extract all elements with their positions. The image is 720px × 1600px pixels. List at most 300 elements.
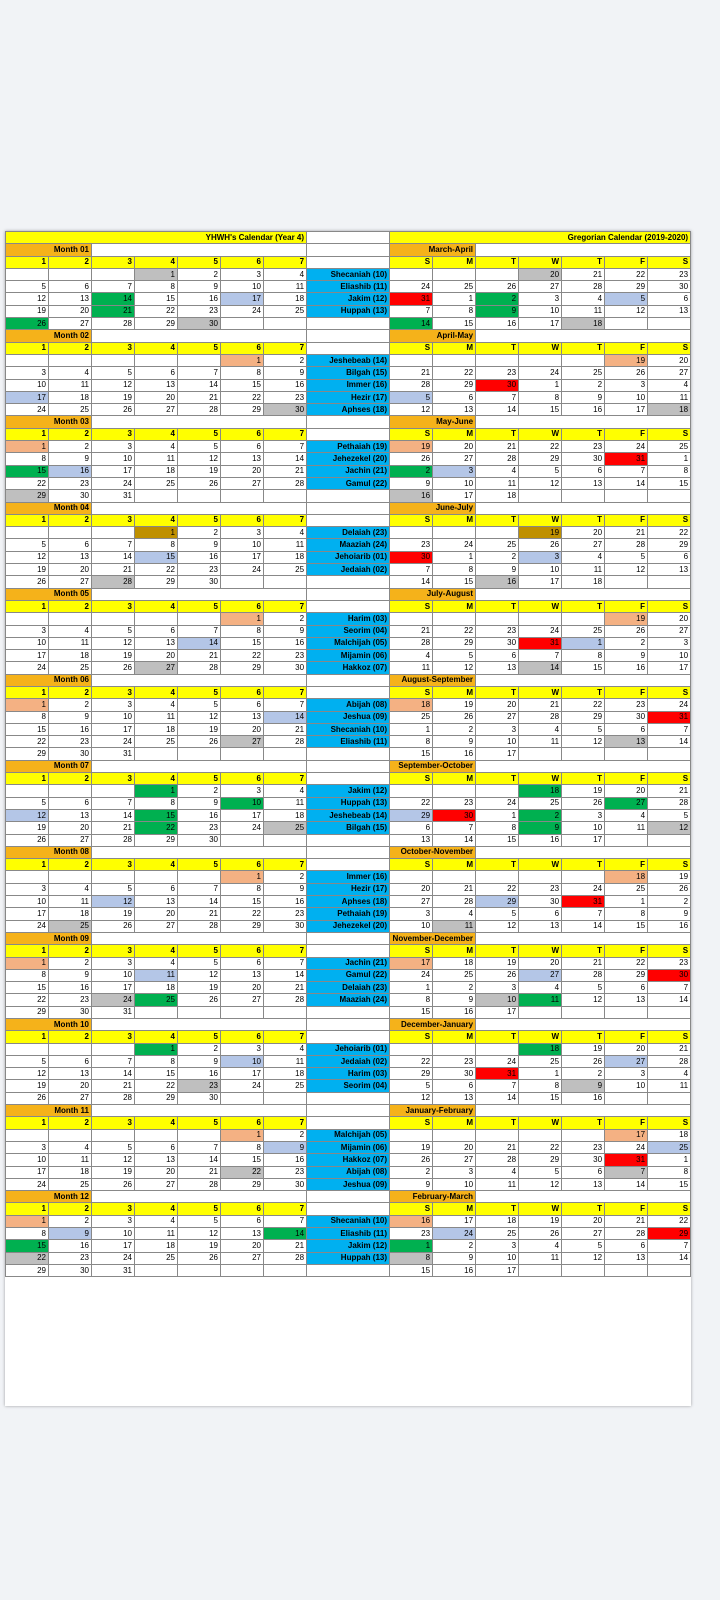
yhwh-day-cell: 13 bbox=[221, 969, 264, 981]
gregorian-day-cell: 14 bbox=[562, 920, 605, 932]
yhwh-day-cell: 14 bbox=[178, 637, 221, 649]
priestly-course-cell: Bilgah (15) bbox=[307, 822, 390, 834]
gregorian-day-cell: 28 bbox=[562, 281, 605, 293]
gregorian-day-cell: 20 bbox=[519, 268, 562, 280]
yhwh-day-cell: 21 bbox=[264, 982, 307, 994]
gregorian-day-header: S bbox=[648, 428, 691, 440]
spacer-cell bbox=[307, 342, 390, 354]
priestly-course-cell: Jedaiah (02) bbox=[307, 1055, 390, 1067]
yhwh-day-cell: 7 bbox=[178, 367, 221, 379]
gregorian-day-cell: 12 bbox=[562, 994, 605, 1006]
yhwh-day-cell: 2 bbox=[178, 527, 221, 539]
gregorian-day-cell: 22 bbox=[605, 268, 648, 280]
yhwh-day-cell: 6 bbox=[49, 539, 92, 551]
gregorian-day-cell: 12 bbox=[605, 564, 648, 576]
gregorian-day-cell bbox=[390, 1043, 433, 1055]
yhwh-day-cell bbox=[178, 613, 221, 625]
gregorian-day-cell bbox=[562, 1006, 605, 1018]
gregorian-day-header: S bbox=[648, 1117, 691, 1129]
gregorian-day-cell: 6 bbox=[562, 465, 605, 477]
yhwh-day-cell: 15 bbox=[221, 1154, 264, 1166]
gregorian-day-cell: 26 bbox=[605, 625, 648, 637]
yhwh-day-cell: 28 bbox=[264, 477, 307, 489]
yhwh-day-cell: 5 bbox=[178, 441, 221, 453]
gregorian-day-cell: 24 bbox=[562, 883, 605, 895]
gregorian-day-cell: 11 bbox=[562, 564, 605, 576]
spacer-cell bbox=[307, 1203, 390, 1215]
yhwh-day-cell: 8 bbox=[6, 969, 49, 981]
yhwh-day-header: 1 bbox=[6, 773, 49, 785]
gregorian-day-cell: 24 bbox=[476, 797, 519, 809]
spacer-cell bbox=[307, 600, 390, 612]
priestly-course-cell: Hakkoz (07) bbox=[307, 1154, 390, 1166]
yhwh-day-header: 2 bbox=[49, 945, 92, 957]
yhwh-day-cell: 1 bbox=[6, 1215, 49, 1227]
gregorian-day-cell: 12 bbox=[519, 1178, 562, 1190]
gregorian-day-cell: 28 bbox=[433, 896, 476, 908]
yhwh-day-cell bbox=[49, 785, 92, 797]
gregorian-day-cell bbox=[519, 613, 562, 625]
gregorian-day-header: F bbox=[605, 686, 648, 698]
gregorian-day-cell: 22 bbox=[605, 957, 648, 969]
gregorian-day-cell: 18 bbox=[648, 404, 691, 416]
gregorian-day-cell: 13 bbox=[605, 1252, 648, 1264]
yhwh-day-cell: 8 bbox=[221, 883, 264, 895]
gregorian-day-cell: 1 bbox=[390, 723, 433, 735]
gregorian-day-cell: 8 bbox=[433, 564, 476, 576]
gregorian-day-cell: 10 bbox=[433, 477, 476, 489]
yhwh-day-cell: 29 bbox=[221, 1178, 264, 1190]
gregorian-day-cell: 8 bbox=[648, 1166, 691, 1178]
gregorian-day-cell: 20 bbox=[562, 527, 605, 539]
priestly-course-cell: Gamul (22) bbox=[307, 969, 390, 981]
yhwh-day-cell: 7 bbox=[92, 797, 135, 809]
yhwh-day-cell: 24 bbox=[6, 920, 49, 932]
gregorian-day-cell: 5 bbox=[648, 809, 691, 821]
gregorian-day-cell: 23 bbox=[433, 797, 476, 809]
gregorian-day-cell: 20 bbox=[433, 1141, 476, 1153]
yhwh-day-header: 2 bbox=[49, 600, 92, 612]
yhwh-day-cell bbox=[135, 748, 178, 760]
week-row bbox=[6, 723, 691, 735]
yhwh-day-cell: 15 bbox=[135, 551, 178, 563]
gregorian-day-cell: 17 bbox=[433, 1215, 476, 1227]
gregorian-day-cell: 2 bbox=[648, 896, 691, 908]
gregorian-day-cell: 1 bbox=[519, 1068, 562, 1080]
yhwh-day-header: 2 bbox=[49, 859, 92, 871]
yhwh-day-cell: 9 bbox=[264, 883, 307, 895]
gregorian-month-label: April-May bbox=[390, 330, 476, 342]
gregorian-day-header: F bbox=[605, 859, 648, 871]
gregorian-day-cell: 11 bbox=[390, 662, 433, 674]
week-row bbox=[6, 1166, 691, 1178]
gregorian-day-cell: 8 bbox=[390, 994, 433, 1006]
gregorian-day-cell: 2 bbox=[390, 465, 433, 477]
yhwh-day-cell bbox=[221, 1006, 264, 1018]
yhwh-day-cell: 22 bbox=[221, 908, 264, 920]
yhwh-day-cell: 19 bbox=[6, 564, 49, 576]
gregorian-day-cell: 23 bbox=[562, 1141, 605, 1153]
priestly-course-cell: Jeshebeab (14) bbox=[307, 809, 390, 821]
empty-cell bbox=[92, 1019, 307, 1031]
priestly-course-cell: Delaiah (23) bbox=[307, 982, 390, 994]
calendar-table bbox=[5, 231, 691, 1277]
yhwh-day-cell: 2 bbox=[49, 957, 92, 969]
gregorian-day-cell: 26 bbox=[519, 1228, 562, 1240]
week-row bbox=[6, 1228, 691, 1240]
gregorian-day-cell: 26 bbox=[433, 711, 476, 723]
gregorian-day-cell bbox=[433, 1043, 476, 1055]
yhwh-day-cell: 8 bbox=[6, 453, 49, 465]
yhwh-day-cell: 11 bbox=[264, 539, 307, 551]
yhwh-day-cell: 14 bbox=[264, 711, 307, 723]
yhwh-day-cell: 11 bbox=[49, 896, 92, 908]
gregorian-day-header: T bbox=[562, 686, 605, 698]
empty-cell bbox=[476, 416, 691, 428]
yhwh-day-cell: 28 bbox=[92, 834, 135, 846]
spacer-cell bbox=[307, 1117, 390, 1129]
gregorian-day-cell: 30 bbox=[476, 637, 519, 649]
gregorian-day-header: W bbox=[519, 428, 562, 440]
yhwh-day-header: 6 bbox=[221, 600, 264, 612]
gregorian-day-cell bbox=[605, 834, 648, 846]
spacer-cell bbox=[307, 514, 390, 526]
empty-cell bbox=[476, 1019, 691, 1031]
week-row bbox=[6, 1080, 691, 1092]
yhwh-day-cell: 21 bbox=[92, 822, 135, 834]
gregorian-day-cell: 22 bbox=[648, 527, 691, 539]
yhwh-day-cell: 26 bbox=[92, 404, 135, 416]
yhwh-day-cell: 10 bbox=[221, 797, 264, 809]
yhwh-day-cell: 23 bbox=[178, 822, 221, 834]
yhwh-day-cell: 23 bbox=[49, 1252, 92, 1264]
gregorian-day-cell: 31 bbox=[605, 453, 648, 465]
yhwh-day-cell: 26 bbox=[92, 1178, 135, 1190]
gregorian-day-cell: 10 bbox=[605, 391, 648, 403]
yhwh-day-cell: 13 bbox=[135, 896, 178, 908]
yhwh-day-cell: 18 bbox=[264, 293, 307, 305]
yhwh-day-cell: 6 bbox=[221, 699, 264, 711]
yhwh-day-cell: 20 bbox=[135, 650, 178, 662]
yhwh-day-cell: 27 bbox=[49, 834, 92, 846]
yhwh-day-cell: 26 bbox=[6, 834, 49, 846]
gregorian-day-header: F bbox=[605, 1117, 648, 1129]
yhwh-day-cell: 18 bbox=[135, 1240, 178, 1252]
gregorian-day-cell: 25 bbox=[562, 367, 605, 379]
yhwh-day-header: 5 bbox=[178, 428, 221, 440]
gregorian-day-cell: 12 bbox=[648, 822, 691, 834]
gregorian-day-cell bbox=[605, 576, 648, 588]
gregorian-day-cell: 8 bbox=[648, 465, 691, 477]
gregorian-day-header: M bbox=[433, 428, 476, 440]
yhwh-day-cell: 26 bbox=[6, 576, 49, 588]
yhwh-month-label: Month 11 bbox=[6, 1105, 92, 1117]
yhwh-month-label: Month 05 bbox=[6, 588, 92, 600]
gregorian-day-cell: 30 bbox=[562, 453, 605, 465]
gregorian-day-header: W bbox=[519, 342, 562, 354]
gregorian-day-cell: 26 bbox=[605, 367, 648, 379]
yhwh-calendar-title: YHWH's Calendar (Year 4) bbox=[6, 232, 307, 244]
yhwh-day-header: 5 bbox=[178, 1117, 221, 1129]
yhwh-day-cell: 8 bbox=[135, 1055, 178, 1067]
yhwh-day-cell: 8 bbox=[221, 625, 264, 637]
yhwh-day-header: 4 bbox=[135, 428, 178, 440]
gregorian-day-cell bbox=[648, 1092, 691, 1104]
gregorian-day-header: W bbox=[519, 945, 562, 957]
yhwh-day-cell: 13 bbox=[49, 293, 92, 305]
yhwh-day-header: 7 bbox=[264, 1031, 307, 1043]
yhwh-day-cell: 13 bbox=[49, 551, 92, 563]
yhwh-day-cell: 10 bbox=[6, 1154, 49, 1166]
gregorian-day-cell: 1 bbox=[390, 982, 433, 994]
gregorian-day-cell: 3 bbox=[562, 809, 605, 821]
gregorian-day-cell: 25 bbox=[519, 1055, 562, 1067]
yhwh-day-cell: 6 bbox=[135, 883, 178, 895]
gregorian-day-cell: 23 bbox=[605, 699, 648, 711]
week-row bbox=[6, 1141, 691, 1153]
gregorian-day-header: F bbox=[605, 600, 648, 612]
month-label-row bbox=[6, 846, 691, 858]
spacer-cell bbox=[307, 416, 390, 428]
priestly-course-cell: Huppah (13) bbox=[307, 797, 390, 809]
gregorian-day-cell: 26 bbox=[648, 883, 691, 895]
yhwh-day-cell bbox=[178, 871, 221, 883]
gregorian-day-cell bbox=[648, 1264, 691, 1276]
yhwh-day-cell: 6 bbox=[221, 1215, 264, 1227]
gregorian-day-cell: 1 bbox=[648, 1154, 691, 1166]
priestly-course-cell: Immer (16) bbox=[307, 379, 390, 391]
gregorian-day-cell: 25 bbox=[562, 625, 605, 637]
empty-cell bbox=[476, 244, 691, 256]
priestly-course-cell: Aphses (18) bbox=[307, 404, 390, 416]
yhwh-day-header: 1 bbox=[6, 342, 49, 354]
gregorian-day-cell bbox=[433, 527, 476, 539]
gregorian-day-cell: 11 bbox=[519, 994, 562, 1006]
priestly-course-cell bbox=[307, 490, 390, 502]
yhwh-day-header: 4 bbox=[135, 342, 178, 354]
yhwh-day-cell: 4 bbox=[135, 957, 178, 969]
yhwh-day-cell: 29 bbox=[135, 576, 178, 588]
yhwh-day-cell: 22 bbox=[6, 1252, 49, 1264]
gregorian-day-cell: 18 bbox=[390, 699, 433, 711]
yhwh-day-cell bbox=[6, 871, 49, 883]
yhwh-day-cell: 9 bbox=[49, 453, 92, 465]
gregorian-day-cell: 31 bbox=[562, 896, 605, 908]
yhwh-day-cell bbox=[92, 1043, 135, 1055]
month-label-row bbox=[6, 932, 691, 944]
yhwh-day-header: 5 bbox=[178, 600, 221, 612]
gregorian-day-cell: 9 bbox=[433, 994, 476, 1006]
gregorian-day-cell: 1 bbox=[648, 453, 691, 465]
yhwh-day-cell: 3 bbox=[221, 785, 264, 797]
gregorian-day-header: T bbox=[476, 686, 519, 698]
yhwh-day-cell: 28 bbox=[178, 920, 221, 932]
gregorian-day-header: S bbox=[390, 428, 433, 440]
yhwh-day-header: 4 bbox=[135, 859, 178, 871]
yhwh-day-cell: 3 bbox=[221, 268, 264, 280]
yhwh-day-cell: 24 bbox=[6, 662, 49, 674]
gregorian-day-cell: 7 bbox=[648, 982, 691, 994]
yhwh-day-cell: 10 bbox=[92, 711, 135, 723]
spacer-cell bbox=[307, 232, 390, 244]
gregorian-day-cell: 6 bbox=[476, 650, 519, 662]
priestly-course-cell: Aphses (18) bbox=[307, 896, 390, 908]
gregorian-day-cell: 3 bbox=[433, 465, 476, 477]
gregorian-day-cell: 4 bbox=[648, 379, 691, 391]
gregorian-day-cell: 22 bbox=[390, 1055, 433, 1067]
gregorian-day-cell: 19 bbox=[390, 441, 433, 453]
gregorian-day-cell: 13 bbox=[605, 994, 648, 1006]
gregorian-day-cell bbox=[390, 613, 433, 625]
priestly-course-cell: Jachin (21) bbox=[307, 465, 390, 477]
gregorian-day-cell: 2 bbox=[476, 551, 519, 563]
yhwh-day-cell: 22 bbox=[6, 736, 49, 748]
gregorian-day-cell: 3 bbox=[605, 1068, 648, 1080]
yhwh-day-cell: 28 bbox=[264, 736, 307, 748]
yhwh-day-cell: 1 bbox=[135, 527, 178, 539]
gregorian-day-cell: 1 bbox=[605, 896, 648, 908]
yhwh-day-cell: 11 bbox=[49, 1154, 92, 1166]
priestly-course-cell: Seorim (04) bbox=[307, 625, 390, 637]
gregorian-day-header: M bbox=[433, 342, 476, 354]
gregorian-day-cell: 26 bbox=[390, 453, 433, 465]
yhwh-day-cell: 2 bbox=[178, 1043, 221, 1055]
gregorian-day-cell bbox=[390, 871, 433, 883]
gregorian-day-cell: 19 bbox=[433, 699, 476, 711]
priestly-course-cell: Shecaniah (10) bbox=[307, 268, 390, 280]
priestly-course-cell: Pethaiah (19) bbox=[307, 908, 390, 920]
gregorian-day-cell: 28 bbox=[390, 637, 433, 649]
yhwh-day-header: 4 bbox=[135, 686, 178, 698]
priestly-course-cell: Huppah (13) bbox=[307, 305, 390, 317]
yhwh-day-cell: 27 bbox=[49, 318, 92, 330]
yhwh-day-cell: 19 bbox=[92, 650, 135, 662]
gregorian-day-cell: 28 bbox=[605, 1228, 648, 1240]
gregorian-day-cell: 4 bbox=[433, 908, 476, 920]
week-row bbox=[6, 637, 691, 649]
gregorian-day-cell: 2 bbox=[519, 809, 562, 821]
gregorian-day-cell: 13 bbox=[648, 305, 691, 317]
gregorian-day-cell: 21 bbox=[390, 625, 433, 637]
gregorian-day-header: S bbox=[648, 859, 691, 871]
yhwh-day-cell bbox=[6, 268, 49, 280]
yhwh-day-cell: 8 bbox=[6, 711, 49, 723]
gregorian-day-cell bbox=[433, 1129, 476, 1141]
gregorian-day-header: F bbox=[605, 428, 648, 440]
yhwh-day-cell: 17 bbox=[92, 723, 135, 735]
gregorian-day-cell bbox=[476, 871, 519, 883]
yhwh-day-cell: 30 bbox=[178, 1092, 221, 1104]
priestly-course-cell: Hezir (17) bbox=[307, 883, 390, 895]
gregorian-day-cell: 30 bbox=[476, 379, 519, 391]
gregorian-day-cell: 19 bbox=[648, 871, 691, 883]
gregorian-day-header: F bbox=[605, 256, 648, 268]
yhwh-day-cell: 10 bbox=[92, 969, 135, 981]
gregorian-day-cell: 3 bbox=[390, 908, 433, 920]
yhwh-day-cell: 25 bbox=[264, 564, 307, 576]
gregorian-day-cell: 13 bbox=[390, 834, 433, 846]
gregorian-day-cell: 27 bbox=[433, 453, 476, 465]
yhwh-day-header: 2 bbox=[49, 773, 92, 785]
weekday-header-row bbox=[6, 342, 691, 354]
gregorian-month-label: November-December bbox=[390, 932, 476, 944]
yhwh-day-cell: 30 bbox=[178, 834, 221, 846]
gregorian-day-cell: 23 bbox=[648, 957, 691, 969]
gregorian-day-cell: 22 bbox=[562, 699, 605, 711]
yhwh-day-cell: 30 bbox=[49, 1006, 92, 1018]
gregorian-day-cell: 29 bbox=[648, 539, 691, 551]
spacer-cell bbox=[307, 945, 390, 957]
gregorian-day-header: T bbox=[476, 773, 519, 785]
yhwh-day-cell: 21 bbox=[264, 465, 307, 477]
gregorian-day-header: S bbox=[390, 773, 433, 785]
yhwh-day-cell: 23 bbox=[264, 650, 307, 662]
gregorian-day-cell bbox=[562, 354, 605, 366]
yhwh-day-cell bbox=[264, 748, 307, 760]
yhwh-day-cell: 5 bbox=[92, 625, 135, 637]
yhwh-day-header: 3 bbox=[92, 600, 135, 612]
gregorian-day-cell: 14 bbox=[648, 1252, 691, 1264]
gregorian-month-label: February-March bbox=[390, 1191, 476, 1203]
yhwh-day-cell bbox=[178, 1264, 221, 1276]
gregorian-day-cell bbox=[519, 1006, 562, 1018]
gregorian-day-cell: 17 bbox=[476, 1264, 519, 1276]
gregorian-day-header: W bbox=[519, 686, 562, 698]
gregorian-day-cell: 26 bbox=[476, 281, 519, 293]
yhwh-day-cell: 17 bbox=[6, 1166, 49, 1178]
priestly-course-cell: Hezir (17) bbox=[307, 391, 390, 403]
yhwh-day-header: 1 bbox=[6, 1117, 49, 1129]
yhwh-day-cell: 22 bbox=[135, 564, 178, 576]
yhwh-day-cell bbox=[135, 1129, 178, 1141]
yhwh-day-cell: 4 bbox=[264, 1043, 307, 1055]
gregorian-day-cell: 9 bbox=[433, 1252, 476, 1264]
gregorian-day-cell: 30 bbox=[648, 281, 691, 293]
week-row bbox=[6, 1252, 691, 1264]
yhwh-day-cell: 12 bbox=[92, 1154, 135, 1166]
gregorian-day-cell: 16 bbox=[562, 1092, 605, 1104]
empty-cell bbox=[476, 932, 691, 944]
yhwh-day-cell: 18 bbox=[49, 1166, 92, 1178]
yhwh-day-header: 3 bbox=[92, 1117, 135, 1129]
gregorian-day-cell: 5 bbox=[562, 1240, 605, 1252]
gregorian-day-cell: 5 bbox=[562, 982, 605, 994]
gregorian-day-cell: 3 bbox=[476, 982, 519, 994]
gregorian-day-cell: 7 bbox=[390, 564, 433, 576]
week-row bbox=[6, 1043, 691, 1055]
gregorian-day-cell: 22 bbox=[648, 1215, 691, 1227]
yhwh-day-cell: 19 bbox=[178, 465, 221, 477]
yhwh-month-label: Month 01 bbox=[6, 244, 92, 256]
yhwh-day-cell: 2 bbox=[178, 268, 221, 280]
gregorian-day-cell: 16 bbox=[390, 490, 433, 502]
yhwh-day-header: 6 bbox=[221, 428, 264, 440]
yhwh-day-cell: 11 bbox=[49, 637, 92, 649]
gregorian-day-header: S bbox=[648, 256, 691, 268]
yhwh-day-cell: 17 bbox=[221, 293, 264, 305]
yhwh-day-cell: 10 bbox=[92, 1228, 135, 1240]
week-row bbox=[6, 367, 691, 379]
gregorian-day-header: S bbox=[390, 859, 433, 871]
yhwh-day-cell: 19 bbox=[92, 1166, 135, 1178]
gregorian-day-cell: 9 bbox=[476, 305, 519, 317]
yhwh-day-cell: 2 bbox=[264, 613, 307, 625]
yhwh-day-header: 5 bbox=[178, 945, 221, 957]
spacer-cell bbox=[307, 932, 390, 944]
yhwh-day-cell bbox=[264, 1264, 307, 1276]
gregorian-day-cell: 31 bbox=[519, 637, 562, 649]
gregorian-day-cell: 10 bbox=[519, 305, 562, 317]
